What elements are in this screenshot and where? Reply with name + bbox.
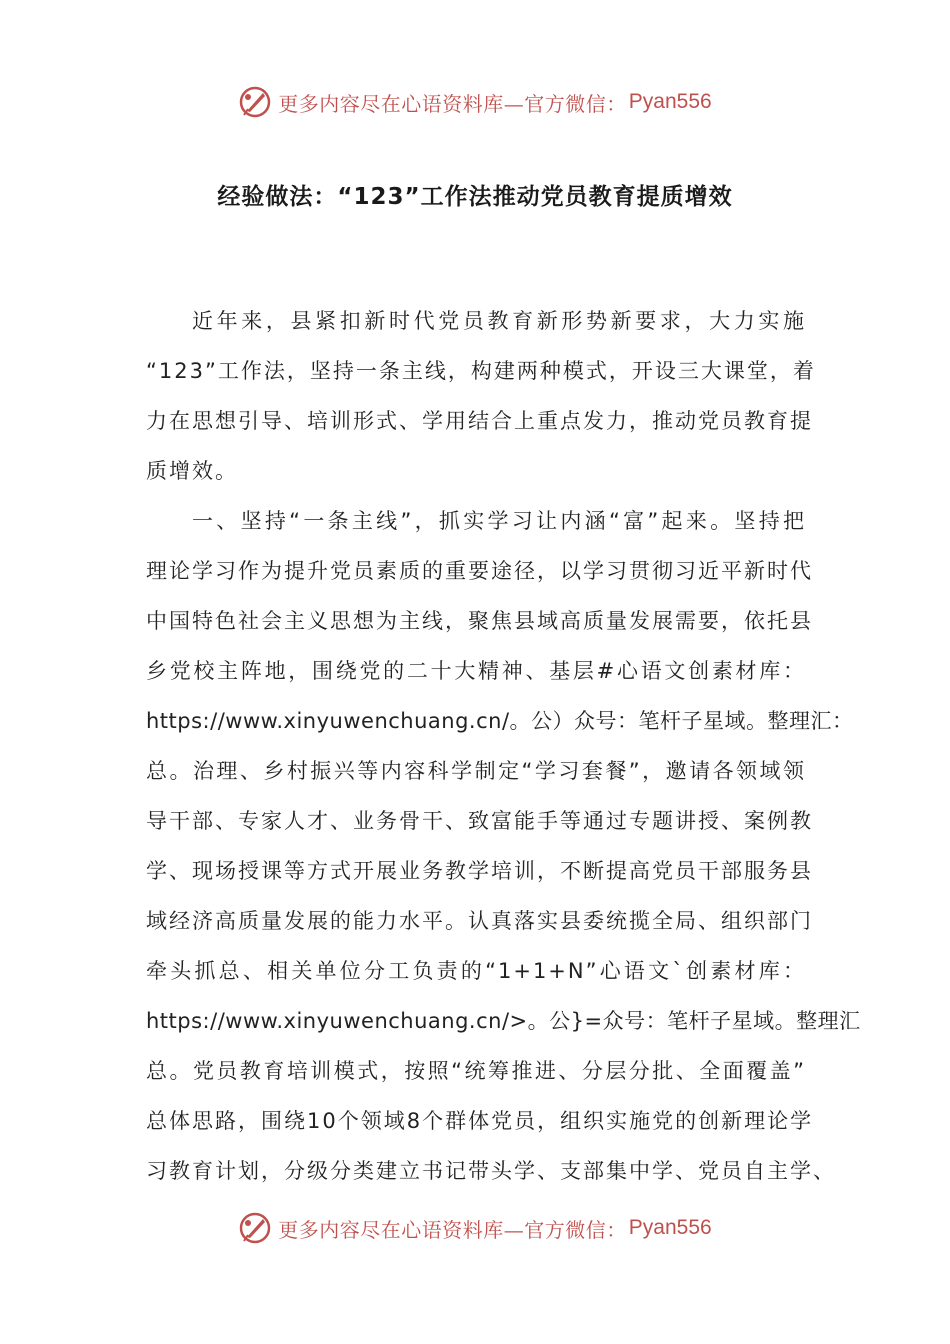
text-line: 质增效。: [146, 459, 238, 483]
text-line: 总体思路，围绕10个领域8个群体党员，组织实施党的创新理论学: [146, 1109, 814, 1133]
banner-text: 更多内容尽在心语资料库—官方微信：: [278, 91, 627, 116]
footer-banner: [0, 1206, 950, 1250]
text-line: 总。党员教育培训模式，按照“统筹推进、分层分批、全面覆盖”: [146, 1059, 806, 1083]
text-line: “123”工作法，坚持一条主线，构建两种模式，开设三大课堂，着: [146, 359, 816, 383]
text-line: 牵头抓总、相关单位分工负责的“1+1+N”心语文`创素材库：: [146, 959, 806, 983]
text-line: https://www.xinyuwenchuang.cn/。公）众号：笔杆子星域。整理汇：: [146, 709, 854, 733]
text-line: 域经济高质量发展的能力水平。认真落实县委统揽全局、组织部门: [146, 909, 813, 933]
text-line: 一、坚持“一条主线”，抓实学习让内涵“富”起来。坚持把: [192, 509, 806, 533]
page-title: 经验做法：“123”工作法推动党员教育提质增效: [217, 184, 733, 210]
text-line: 总。治理、乡村振兴等内容科学制定“学习套餐”，邀请各领域领: [146, 759, 806, 783]
quill-logo-icon: [238, 85, 272, 119]
text-line: 导干部、专家人才、业务骨干、致富能手等通过专题讲授、案例教: [146, 809, 813, 833]
text-line: 中国特色社会主义思想为主线，聚焦县域高质量发展需要，依托县: [146, 609, 813, 633]
text-line: 乡党校主阵地，围绕党的二十大精神、基层#心语文创素材库：: [146, 659, 806, 683]
text-line: 学、现场授课等方式开展业务教学培训，不断提高党员干部服务县: [146, 859, 813, 883]
wechat-id: Pyan556: [628, 1216, 712, 1239]
article-body: [146, 296, 861, 1196]
wechat-id: Pyan556: [628, 90, 712, 113]
quill-logo-icon: [238, 1211, 272, 1245]
banner-text: 更多内容尽在心语资料库—官方微信：: [278, 1217, 627, 1242]
text-line: https://www.xinyuwenchuang.cn/>。公}=众号：笔杆子星域。整理汇: [146, 1009, 861, 1033]
text-line: 力在思想引导、培训形式、学用结合上重点发力，推动党员教育提: [146, 409, 813, 433]
header-banner: [0, 80, 950, 124]
text-line: 习教育计划，分级分类建立书记带头学、支部集中学、党员自主学、: [146, 1159, 836, 1183]
text-line: 近年来，县紧扣新时代党员教育新形势新要求，大力实施: [192, 309, 806, 333]
text-line: 理论学习作为提升党员素质的重要途径，以学习贯彻习近平新时代: [146, 559, 813, 583]
